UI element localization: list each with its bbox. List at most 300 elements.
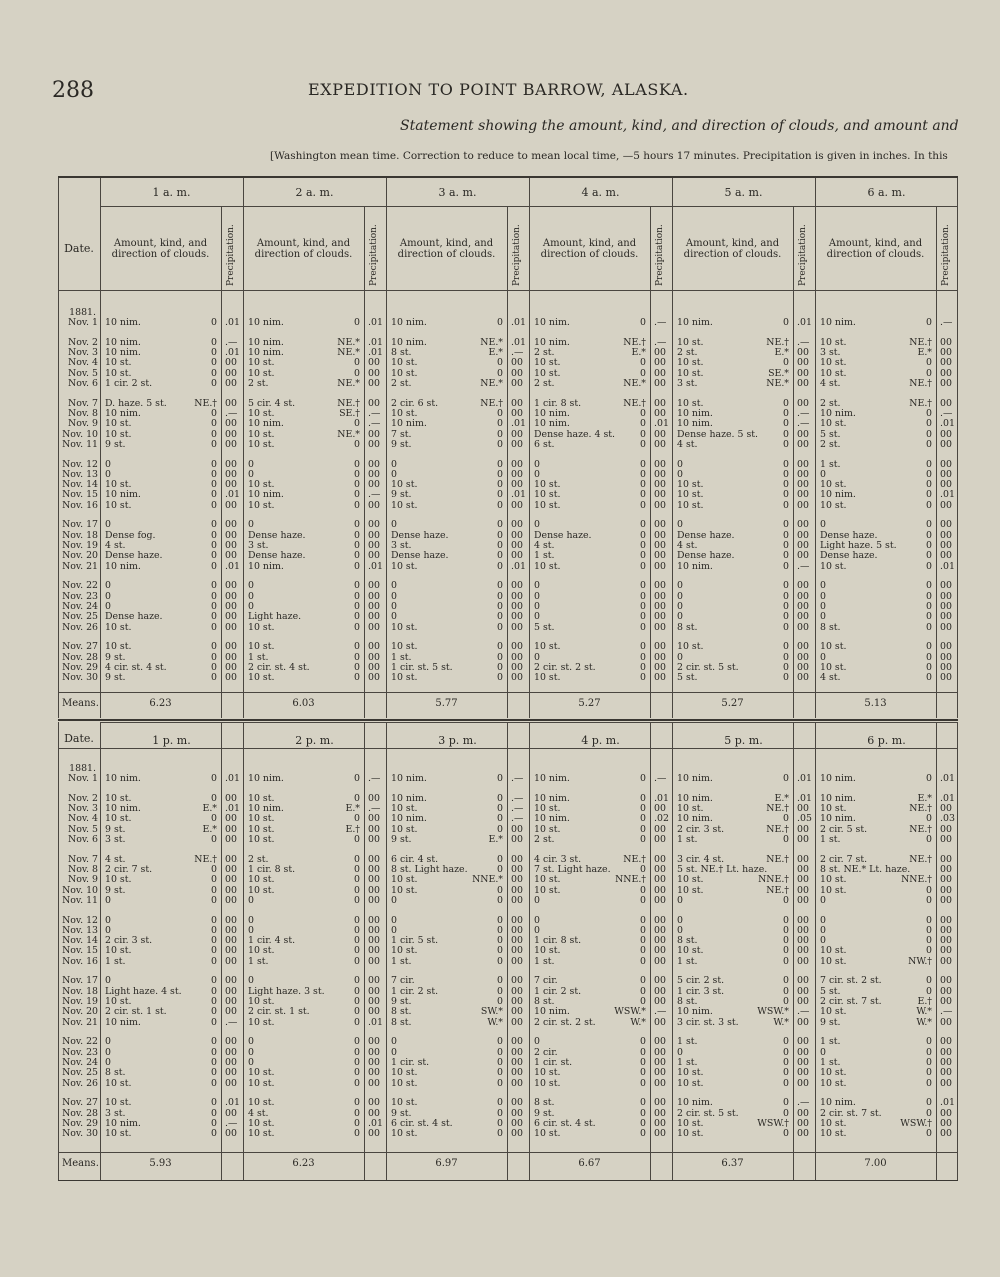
cloud-description: 10 nim. bbox=[105, 489, 141, 501]
cloud-description: 0 bbox=[534, 458, 540, 470]
cloud-direction: NE.† bbox=[909, 803, 932, 814]
direction-zero: 0 bbox=[783, 357, 789, 369]
row-date: Nov. 5 bbox=[68, 367, 98, 379]
direction-zero: 0 bbox=[640, 519, 646, 531]
cloud-description: 10 st. bbox=[534, 641, 561, 653]
cloud-description: Dense haze. bbox=[105, 611, 163, 623]
cloud-description: 10 st. bbox=[677, 1077, 704, 1089]
row-date: Nov. 16 bbox=[62, 955, 98, 967]
precipitation-value: 00 bbox=[797, 955, 809, 967]
direction-zero: 0 bbox=[926, 985, 932, 997]
cloud-description: 0 bbox=[534, 924, 540, 936]
precipitation-value: 00 bbox=[797, 935, 809, 947]
row-date: Nov. 13 bbox=[62, 924, 98, 936]
row-date: Nov. 26 bbox=[62, 1077, 98, 1089]
direction-zero: 0 bbox=[926, 468, 932, 480]
direction-zero: 0 bbox=[926, 590, 932, 602]
direction-zero: 0 bbox=[354, 367, 360, 379]
direction-zero: 0 bbox=[354, 651, 360, 663]
precipitation-column-header: Precipitation. bbox=[226, 224, 236, 286]
direction-zero: 0 bbox=[354, 621, 360, 633]
precipitation-value: 00 bbox=[654, 1077, 666, 1089]
direction-zero: 0 bbox=[783, 996, 789, 1007]
cloud-description: 0 bbox=[105, 1036, 111, 1048]
cloud-description: 10 nim. bbox=[105, 336, 141, 348]
cloud-description: 10 st. bbox=[820, 884, 847, 896]
precipitation-value: 00 bbox=[368, 894, 380, 906]
precipitation-value: 00 bbox=[654, 672, 666, 684]
direction-zero: 0 bbox=[354, 1067, 360, 1079]
cloud-description: 10 st. bbox=[248, 884, 275, 896]
cloud-description: 10 st. bbox=[248, 428, 275, 440]
precipitation-value: 00 bbox=[654, 641, 666, 653]
precipitation-value: 00 bbox=[654, 489, 666, 501]
direction-zero: 0 bbox=[211, 1046, 217, 1058]
cloud-direction: NE.* bbox=[480, 336, 503, 348]
means-value: 5.77 bbox=[435, 698, 458, 709]
precipitation-value: 00 bbox=[654, 580, 666, 592]
precipitation-value: .01 bbox=[225, 803, 240, 814]
precipitation-value: .01 bbox=[225, 1097, 240, 1109]
precipitation-value: 00 bbox=[368, 367, 380, 379]
cloud-description: 9 st. bbox=[820, 1016, 841, 1028]
direction-zero: 0 bbox=[640, 641, 646, 653]
precipitation-value: .02 bbox=[654, 813, 669, 825]
direction-zero: 0 bbox=[497, 529, 503, 541]
cloud-direction: NE.† bbox=[623, 397, 646, 409]
precipitation-value: 00 bbox=[797, 347, 809, 358]
direction-zero: 0 bbox=[211, 540, 217, 551]
precipitation-value: 00 bbox=[225, 863, 237, 875]
precipitation-value: 00 bbox=[940, 600, 952, 612]
precipitation-value: 00 bbox=[797, 874, 809, 886]
direction-zero: 0 bbox=[640, 924, 646, 936]
cloud-description: 10 st. bbox=[534, 945, 561, 957]
cloud-description: Light haze. 4 st. bbox=[105, 985, 182, 997]
cloud-description: 2 cir. 7 st. bbox=[105, 863, 153, 875]
cloud-description: 10 nim. bbox=[820, 1097, 856, 1109]
means-label: Means. bbox=[62, 1158, 99, 1169]
cloud-description: 0 bbox=[534, 600, 540, 612]
cloud-description: 2 cir. st. 1 st. bbox=[248, 1006, 310, 1018]
direction-zero: 0 bbox=[783, 975, 789, 987]
direction-zero: 0 bbox=[640, 803, 646, 814]
direction-zero: 0 bbox=[640, 823, 646, 835]
direction-zero: 0 bbox=[783, 317, 789, 328]
table-row bbox=[58, 896, 958, 906]
direction-zero: 0 bbox=[497, 914, 503, 926]
precipitation-value: 00 bbox=[511, 438, 523, 450]
precipitation-value: 00 bbox=[654, 823, 666, 835]
cloud-description: 0 bbox=[534, 914, 540, 926]
cloud-description: 8 st. bbox=[105, 1067, 126, 1079]
direction-zero: 0 bbox=[497, 985, 503, 997]
cloud-description: 10 st. bbox=[391, 407, 418, 419]
cloud-description: 2 cir. st. 5 st. bbox=[677, 1107, 739, 1119]
direction-zero: 0 bbox=[354, 894, 360, 906]
precipitation-value: 00 bbox=[368, 975, 380, 987]
hour-header-rule bbox=[100, 206, 958, 207]
row-date: Nov. 27 bbox=[62, 641, 98, 653]
cloud-description: 0 bbox=[391, 580, 397, 592]
precipitation-column-header: Precipitation. bbox=[512, 224, 522, 286]
direction-zero: 0 bbox=[640, 1067, 646, 1079]
precipitation-value: 00 bbox=[368, 1006, 380, 1018]
cloud-description: 1 cir. 2 st. bbox=[391, 985, 439, 997]
direction-zero: 0 bbox=[354, 529, 360, 541]
precipitation-value: 00 bbox=[225, 397, 237, 409]
cloud-description: 1 st. bbox=[820, 1036, 841, 1048]
direction-zero: 0 bbox=[354, 560, 360, 572]
precipitation-value: 00 bbox=[797, 1067, 809, 1079]
cloud-description: 9 st. bbox=[105, 651, 126, 663]
cloud-direction: NE.† bbox=[909, 397, 932, 409]
direction-zero: 0 bbox=[783, 590, 789, 602]
year-label: 1881. bbox=[69, 307, 96, 318]
precipitation-value: 00 bbox=[654, 458, 666, 470]
precipitation-value: 00 bbox=[368, 357, 380, 369]
direction-zero: 0 bbox=[926, 1046, 932, 1058]
cloud-description: 0 bbox=[391, 914, 397, 926]
direction-zero: 0 bbox=[640, 479, 646, 491]
cloud-description: 1 cir. st. 5 st. bbox=[391, 661, 453, 673]
precipitation-value: 00 bbox=[511, 823, 523, 835]
precipitation-value: 00 bbox=[797, 377, 809, 389]
direction-zero: 0 bbox=[640, 560, 646, 572]
precipitation-value: 00 bbox=[511, 428, 523, 440]
cloud-description: 2 cir. 5 st. bbox=[820, 823, 868, 835]
cloud-description: 10 st. bbox=[677, 499, 704, 511]
direction-zero: 0 bbox=[640, 1097, 646, 1109]
precipitation-value: 00 bbox=[225, 621, 237, 633]
precipitation-value: .03 bbox=[940, 813, 955, 825]
direction-zero: 0 bbox=[497, 611, 503, 623]
precipitation-value: 00 bbox=[797, 803, 809, 814]
precipitation-value: 00 bbox=[225, 580, 237, 592]
column-header-rule bbox=[58, 290, 958, 291]
precipitation-value: 00 bbox=[368, 580, 380, 592]
hour-label: 3 a. m. bbox=[438, 186, 477, 199]
row-date: Nov. 4 bbox=[68, 813, 98, 825]
cloud-direction: E.* bbox=[917, 347, 932, 358]
row-date: Nov. 20 bbox=[62, 550, 98, 562]
direction-zero: 0 bbox=[783, 935, 789, 947]
precipitation-value: 00 bbox=[368, 853, 380, 865]
cloud-description: 10 st. bbox=[248, 438, 275, 450]
cloud-description: 9 st. bbox=[391, 438, 412, 450]
cloud-description: 7 cir. bbox=[534, 975, 558, 987]
cloud-description: 6 st. bbox=[534, 438, 555, 450]
precipitation-value: 00 bbox=[797, 945, 809, 957]
hour-label: 5 p. m. bbox=[724, 734, 763, 747]
precipitation-value: 00 bbox=[797, 914, 809, 926]
precipitation-value: 00 bbox=[654, 1128, 666, 1140]
cloud-description: 10 nim. bbox=[248, 336, 284, 348]
direction-zero: 0 bbox=[211, 499, 217, 511]
cloud-description: 0 bbox=[391, 894, 397, 906]
cloud-description: 10 st. bbox=[677, 367, 704, 379]
cloud-description: 10 nim. bbox=[534, 792, 570, 804]
cloud-description: 10 st. bbox=[391, 874, 418, 886]
precipitation-value: 00 bbox=[654, 924, 666, 936]
direction-zero: 0 bbox=[783, 1036, 789, 1048]
precipitation-value: 00 bbox=[511, 1056, 523, 1068]
row-date: Nov. 3 bbox=[68, 347, 98, 358]
direction-zero: 0 bbox=[640, 813, 646, 825]
precipitation-value: 00 bbox=[797, 529, 809, 541]
direction-zero: 0 bbox=[640, 661, 646, 673]
precipitation-value: 00 bbox=[797, 661, 809, 673]
precipitation-value: 00 bbox=[797, 641, 809, 653]
precipitation-value: 00 bbox=[368, 479, 380, 491]
direction-zero: 0 bbox=[783, 955, 789, 967]
cloud-description: 6 cir. st. 4 st. bbox=[534, 1117, 596, 1129]
precipitation-value: 00 bbox=[368, 1107, 380, 1119]
precipitation-value: 00 bbox=[797, 580, 809, 592]
cloud-direction: NNE.† bbox=[615, 874, 646, 886]
cloud-description: 5 st. bbox=[677, 672, 698, 684]
direction-zero: 0 bbox=[783, 499, 789, 511]
precipitation-value: .01 bbox=[940, 1097, 955, 1109]
direction-zero: 0 bbox=[354, 519, 360, 531]
precipitation-value: 00 bbox=[940, 458, 952, 470]
direction-zero: 0 bbox=[211, 884, 217, 896]
precipitation-value: 00 bbox=[511, 1097, 523, 1109]
cloud-description: 0 bbox=[248, 458, 254, 470]
precipitation-value: 00 bbox=[511, 884, 523, 896]
row-date: Nov. 15 bbox=[62, 945, 98, 957]
direction-zero: 0 bbox=[354, 550, 360, 562]
table-row bbox=[58, 562, 958, 572]
precipitation-value: 00 bbox=[368, 833, 380, 845]
direction-zero: 0 bbox=[211, 985, 217, 997]
row-date: Nov. 6 bbox=[68, 377, 98, 389]
precipitation-value: 00 bbox=[797, 975, 809, 987]
direction-zero: 0 bbox=[211, 317, 217, 328]
cloud-description: 10 st. bbox=[391, 803, 418, 814]
direction-zero: 0 bbox=[926, 1107, 932, 1119]
precipitation-value: 00 bbox=[511, 661, 523, 673]
cloud-description: 2 cir. 6 st. bbox=[391, 397, 439, 409]
page-number: 288 bbox=[52, 78, 94, 103]
direction-zero: 0 bbox=[497, 458, 503, 470]
precipitation-value: .01 bbox=[797, 317, 812, 328]
direction-zero: 0 bbox=[497, 479, 503, 491]
cloud-description: 10 st. bbox=[391, 1128, 418, 1140]
precipitation-value: 00 bbox=[511, 1117, 523, 1129]
direction-zero: 0 bbox=[926, 1056, 932, 1068]
cloud-description: 0 bbox=[105, 975, 111, 987]
cloud-description: 10 st. bbox=[391, 357, 418, 369]
cloud-description: 0 bbox=[820, 590, 826, 602]
precipitation-value: 00 bbox=[797, 519, 809, 531]
direction-zero: 0 bbox=[497, 499, 503, 511]
precipitation-value: 00 bbox=[511, 853, 523, 865]
direction-zero: 0 bbox=[926, 560, 932, 572]
means-value: 6.37 bbox=[721, 1158, 744, 1169]
cloud-description: 10 nim. bbox=[105, 803, 141, 814]
cloud-description: 10 st. bbox=[391, 367, 418, 379]
precipitation-value: 00 bbox=[654, 377, 666, 389]
precipitation-value: 00 bbox=[368, 1097, 380, 1109]
cloud-description: 10 st. bbox=[820, 560, 847, 572]
precipitation-value: 00 bbox=[225, 519, 237, 531]
cloud-description: 10 nim. bbox=[534, 773, 570, 784]
precipitation-value: .01 bbox=[940, 792, 955, 804]
direction-zero: 0 bbox=[354, 1056, 360, 1068]
cloud-description: 10 st. bbox=[248, 1097, 275, 1109]
cloud-description: 10 st. bbox=[105, 996, 132, 1007]
direction-zero: 0 bbox=[640, 1046, 646, 1058]
direction-zero: 0 bbox=[640, 611, 646, 623]
precipitation-value: 00 bbox=[511, 641, 523, 653]
direction-zero: 0 bbox=[497, 428, 503, 440]
row-date: Nov. 19 bbox=[62, 540, 98, 551]
direction-zero: 0 bbox=[211, 1107, 217, 1119]
direction-zero: 0 bbox=[640, 489, 646, 501]
direction-zero: 0 bbox=[354, 479, 360, 491]
cloud-description: 0 bbox=[105, 590, 111, 602]
cloud-direction: WSW.* bbox=[757, 1006, 789, 1018]
clouds-column-header: Amount, kind, and direction of clouds. bbox=[254, 238, 353, 260]
cloud-direction: NE.† bbox=[909, 377, 932, 389]
cloud-description: 2 cir. st. 2 st. bbox=[534, 661, 596, 673]
row-date: Nov. 11 bbox=[62, 894, 98, 906]
precipitation-value: .— bbox=[368, 803, 381, 814]
precipitation-value: 00 bbox=[368, 863, 380, 875]
row-date: Nov. 22 bbox=[62, 1036, 98, 1048]
cloud-direction: NE.† bbox=[194, 853, 217, 865]
precipitation-value: 00 bbox=[225, 1006, 237, 1018]
precipitation-value: .— bbox=[225, 1117, 238, 1129]
cloud-description: 0 bbox=[534, 894, 540, 906]
direction-zero: 0 bbox=[211, 529, 217, 541]
cloud-description: 10 st. bbox=[820, 803, 847, 814]
precipitation-value: 00 bbox=[225, 458, 237, 470]
cloud-description: 8 st. bbox=[534, 996, 555, 1007]
cloud-description: 10 st. bbox=[105, 367, 132, 379]
direction-zero: 0 bbox=[497, 884, 503, 896]
cloud-description: 4 st. bbox=[820, 377, 841, 389]
precipitation-value: 00 bbox=[940, 1067, 952, 1079]
precipitation-value: 00 bbox=[511, 874, 523, 886]
cloud-description: 2 cir. st. 1 st. bbox=[105, 1006, 167, 1018]
cloud-description: 10 st. bbox=[677, 884, 704, 896]
cloud-direction: W.* bbox=[773, 1016, 789, 1028]
row-date: Nov. 18 bbox=[62, 985, 98, 997]
cloud-description: 10 nim. bbox=[248, 418, 284, 430]
cloud-description: 4 st. bbox=[820, 672, 841, 684]
cloud-description: 10 nim. bbox=[677, 418, 713, 430]
cloud-description: 10 nim. bbox=[248, 317, 284, 328]
precipitation-value: 00 bbox=[368, 661, 380, 673]
direction-zero: 0 bbox=[497, 863, 503, 875]
direction-zero: 0 bbox=[211, 357, 217, 369]
precipitation-value: .01 bbox=[797, 773, 812, 784]
precipitation-value: 00 bbox=[368, 1128, 380, 1140]
precipitation-value: 00 bbox=[225, 357, 237, 369]
direction-zero: 0 bbox=[926, 894, 932, 906]
precipitation-value: 00 bbox=[511, 479, 523, 491]
precipitation-value: 00 bbox=[368, 458, 380, 470]
direction-zero: 0 bbox=[926, 914, 932, 926]
cloud-description: 0 bbox=[534, 1036, 540, 1048]
cloud-description: 0 bbox=[391, 924, 397, 936]
direction-zero: 0 bbox=[783, 458, 789, 470]
cloud-description: 10 nim. bbox=[391, 792, 427, 804]
cloud-description: Dense haze. bbox=[248, 550, 306, 562]
table-row bbox=[58, 612, 958, 622]
precipitation-value: 00 bbox=[368, 996, 380, 1007]
cloud-description: 10 st. bbox=[105, 641, 132, 653]
precipitation-value: 00 bbox=[654, 884, 666, 896]
direction-zero: 0 bbox=[497, 1107, 503, 1119]
precipitation-value: 00 bbox=[225, 924, 237, 936]
direction-zero: 0 bbox=[926, 580, 932, 592]
direction-zero: 0 bbox=[211, 377, 217, 389]
direction-zero: 0 bbox=[497, 407, 503, 419]
cloud-description: 10 st. bbox=[248, 1128, 275, 1140]
direction-zero: 0 bbox=[211, 924, 217, 936]
cloud-description: Light haze. 3 st. bbox=[248, 985, 325, 997]
cloud-direction: NNE.† bbox=[901, 874, 932, 886]
direction-zero: 0 bbox=[211, 1097, 217, 1109]
direction-zero: 0 bbox=[211, 894, 217, 906]
precipitation-value: 00 bbox=[797, 1046, 809, 1058]
cloud-description: Dense haze. bbox=[820, 550, 878, 562]
direction-zero: 0 bbox=[497, 540, 503, 551]
direction-zero: 0 bbox=[354, 661, 360, 673]
direction-zero: 0 bbox=[926, 499, 932, 511]
cloud-description: Dense haze. bbox=[820, 529, 878, 541]
cloud-direction: E.* bbox=[202, 803, 217, 814]
cloud-description: 10 st. bbox=[248, 792, 275, 804]
cloud-description: 0 bbox=[820, 580, 826, 592]
direction-zero: 0 bbox=[211, 407, 217, 419]
cloud-description: 0 bbox=[248, 1056, 254, 1068]
precipitation-value: 00 bbox=[940, 580, 952, 592]
precipitation-value: 00 bbox=[368, 1077, 380, 1089]
direction-zero: 0 bbox=[211, 560, 217, 572]
precipitation-value: 00 bbox=[654, 499, 666, 511]
direction-zero: 0 bbox=[926, 367, 932, 379]
direction-zero: 0 bbox=[640, 468, 646, 480]
cloud-description: 10 nim. bbox=[677, 792, 713, 804]
direction-zero: 0 bbox=[926, 975, 932, 987]
cloud-description: 1 cir. 8 st. bbox=[534, 397, 582, 409]
precipitation-value: 00 bbox=[511, 833, 523, 845]
precipitation-value: 00 bbox=[225, 428, 237, 440]
cloud-description: 10 st. bbox=[820, 1077, 847, 1089]
cloud-direction: W.* bbox=[487, 1016, 503, 1028]
cloud-description: 4 st. bbox=[677, 540, 698, 551]
direction-zero: 0 bbox=[211, 1077, 217, 1089]
precipitation-value: 00 bbox=[797, 550, 809, 562]
precipitation-value: 00 bbox=[654, 357, 666, 369]
cloud-direction: NE.* bbox=[623, 377, 646, 389]
precipitation-value: 00 bbox=[368, 823, 380, 835]
cloud-description: 10 st. bbox=[391, 945, 418, 957]
precipitation-value: 00 bbox=[225, 611, 237, 623]
direction-zero: 0 bbox=[926, 357, 932, 369]
precipitation-value: 00 bbox=[940, 945, 952, 957]
direction-zero: 0 bbox=[354, 468, 360, 480]
precipitation-column-header: Precipitation. bbox=[655, 224, 665, 286]
direction-zero: 0 bbox=[497, 935, 503, 947]
direction-zero: 0 bbox=[354, 672, 360, 684]
direction-zero: 0 bbox=[783, 550, 789, 562]
cloud-description: 10 nim. bbox=[677, 1006, 713, 1018]
